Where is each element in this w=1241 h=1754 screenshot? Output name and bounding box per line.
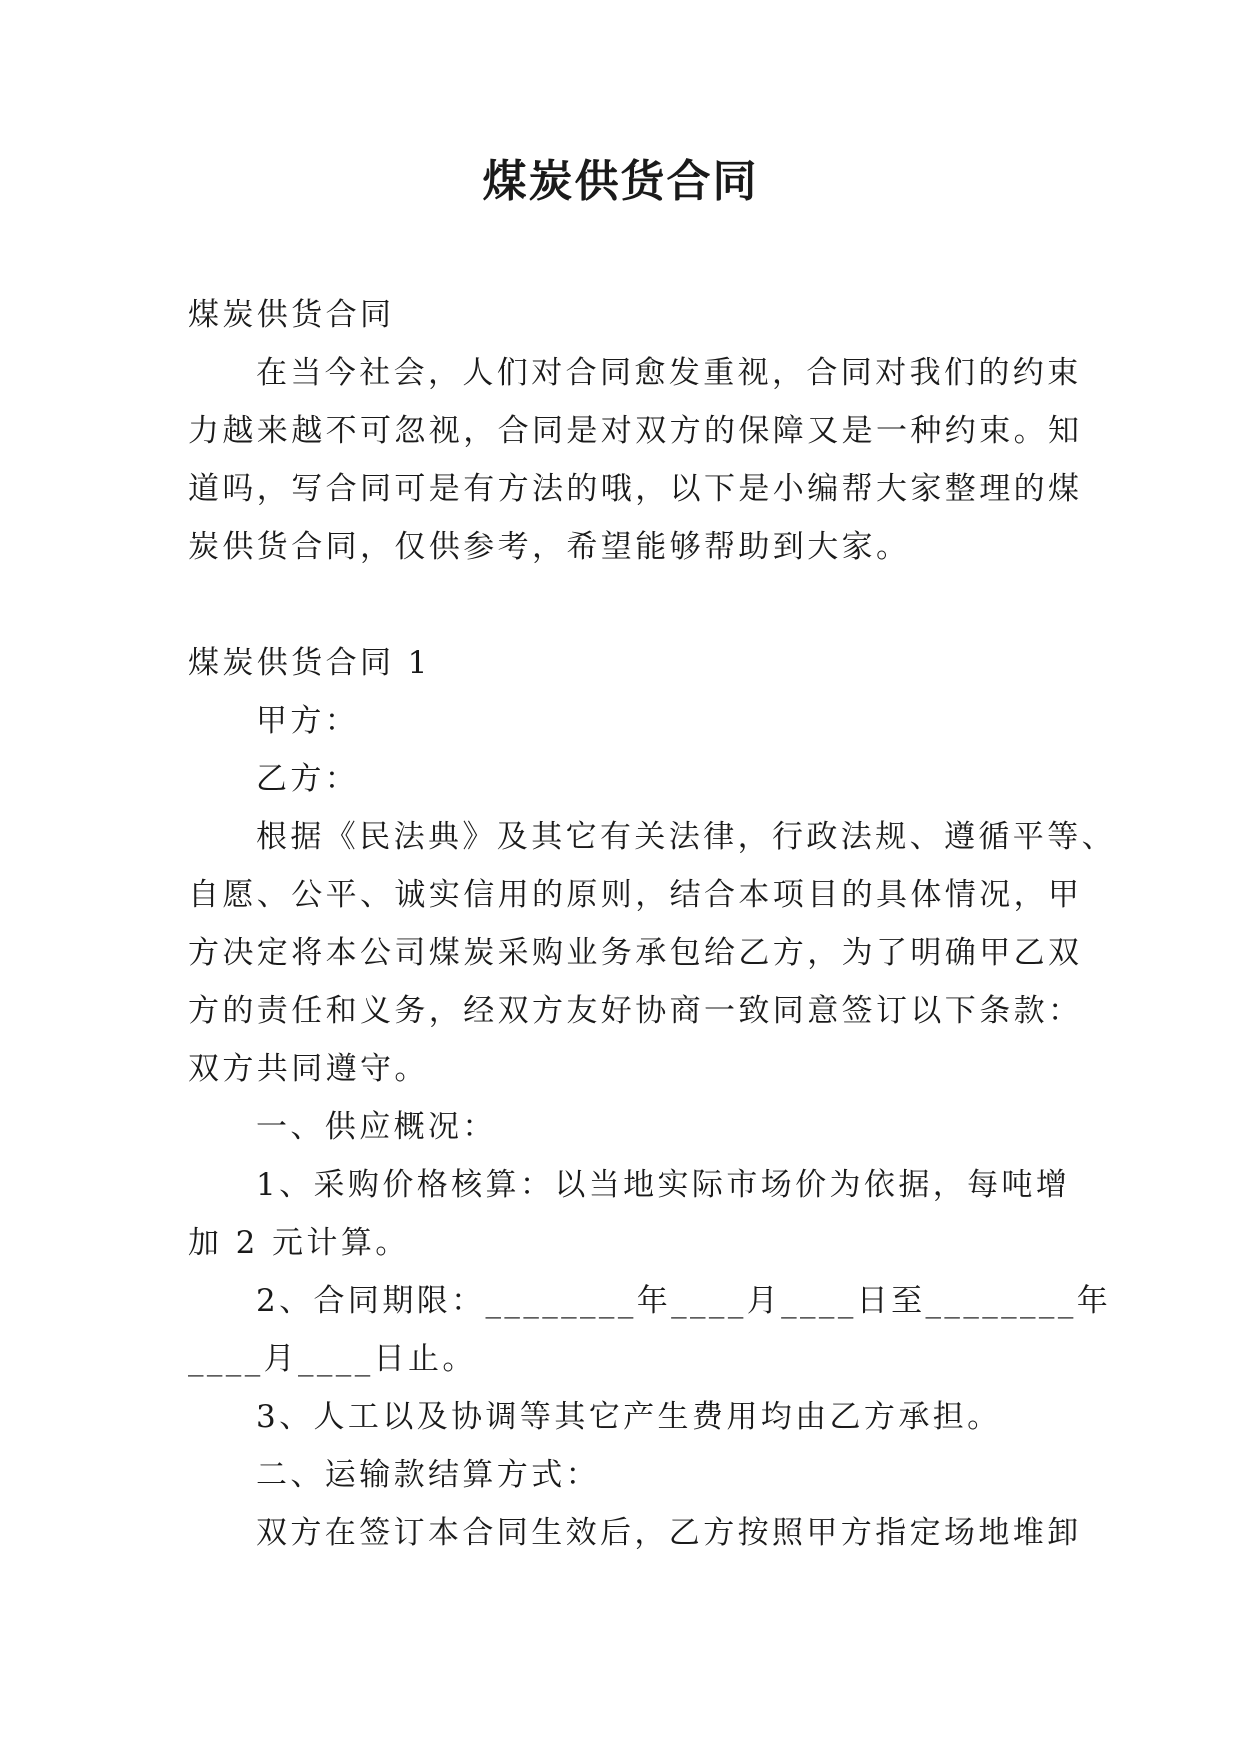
document-body	[188, 286, 1116, 1562]
contract-1-heading: 煤炭供货合同 1	[188, 645, 431, 681]
intro-heading: 煤炭供货合同	[188, 297, 395, 333]
preamble-line: 方的责任和义务，经双方友好协商一致同意签订以下条款：	[188, 993, 1083, 1029]
paragraph-spacer	[188, 576, 1056, 634]
preamble-line: 根据《民法典》及其它有关法律，行政法规、遵循平等、	[256, 819, 1116, 855]
intro-paragraph-line: 力越来越不可忽视，合同是对双方的保障又是一种约束。知	[188, 413, 1083, 449]
preamble-line: 方决定将本公司煤炭采购业务承包给乙方，为了明确甲乙双	[188, 935, 1083, 971]
clause-2-line: ____月____日止。	[188, 1341, 477, 1377]
preamble-line: 双方共同遵守。	[188, 1051, 429, 1087]
intro-paragraph-line: 道吗，写合同可是有方法的哦，以下是小编帮大家整理的煤	[188, 471, 1083, 507]
intro-paragraph-line: 炭供货合同，仅供参考，希望能够帮助到大家。	[188, 529, 911, 565]
section-2-paragraph-line: 双方在签订本合同生效后，乙方按照甲方指定场地堆卸	[256, 1515, 1082, 1551]
intro-paragraph-line: 在当今社会，人们对合同愈发重视，合同对我们的约束	[256, 355, 1082, 391]
clause-2-line: 2、合同期限：________年____月____日至________年	[256, 1283, 1112, 1319]
document-title: 煤炭供货合同	[482, 156, 759, 207]
section-1-heading: 一、供应概况：	[256, 1109, 497, 1145]
clause-1-line: 加 2 元计算。	[188, 1225, 410, 1261]
section-2-heading: 二、运输款结算方式：	[256, 1457, 600, 1493]
clause-1-line: 1、采购价格核算：以当地实际市场价为依据，每吨增	[256, 1167, 1071, 1203]
party-a-label: 甲方：	[256, 703, 360, 739]
clause-3-line: 3、人工以及协调等其它产生费用均由乙方承担。	[256, 1399, 1002, 1435]
party-b-label: 乙方：	[256, 761, 360, 797]
preamble-line: 自愿、公平、诚实信用的原则，结合本项目的具体情况，甲	[188, 877, 1083, 913]
